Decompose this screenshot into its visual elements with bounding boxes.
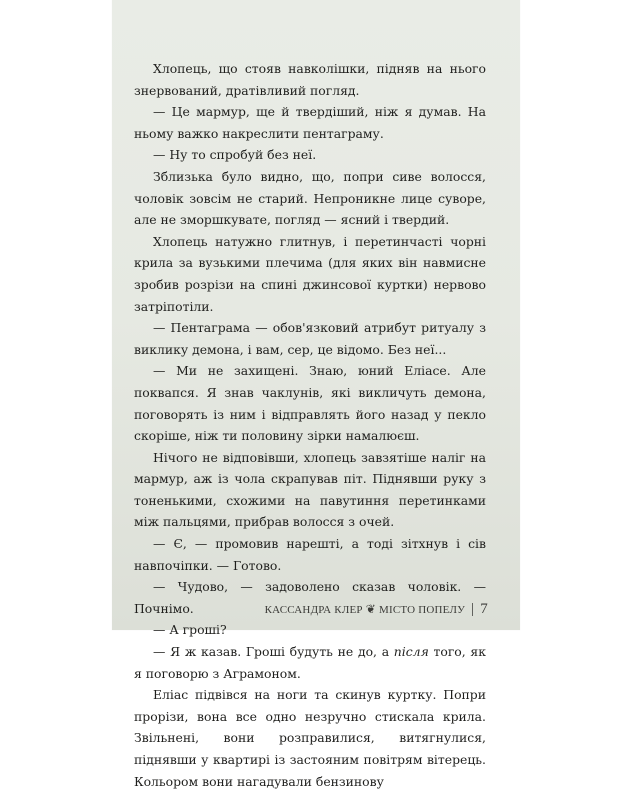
page-body-text [134, 58, 486, 792]
paragraph: Хлопець, що стояв навколішки, підняв на нього знервований, дратівливий погляд. [134, 61, 486, 98]
paragraph: — Ну то спробуй без неї. [153, 147, 317, 163]
running-footer [265, 601, 488, 618]
paragraph: — Це мармур, ще й твердіший, ніж я думав. На ньому важко накреслити пентаграму. [134, 104, 486, 141]
fleuron-icon: ❦ [365, 602, 376, 616]
footer-book-title: МІСТО ПОПЕЛУ [378, 603, 466, 616]
paragraph: Нічого не відповівши, хлопець завзятіше наліг на мармур, аж із чола скрапував піт. Піднявши руку з тоненькими, схожими на павутиння перетинками між пальцями, прибрав волосся з очей. [134, 449, 486, 530]
paragraph: — Пентаграма — обов'язковий атрибут ритуалу з виклику демона, і вам, сер, це відомо. Без неї... [134, 320, 486, 357]
italic-word: після [393, 644, 429, 660]
page-number: 7 [480, 601, 488, 617]
paragraph: Хлопець натужно глитнув, і перетинчасті чорні крила за вузькими плечима (для яких він навмисне зробив розрізи на спині джинсової куртки) нервово затріпотіли. [134, 233, 486, 314]
footer-separator: | [471, 601, 475, 617]
paragraph: — Ми не захищені. Знаю, юний Еліасе. Але поквапся. Я знав чаклунів, які викличуть демона, поговорять із ним і відправлять його назад у пекло скоріше, ніж ти половину зірки намалюєш. [134, 363, 486, 444]
book-page [112, 0, 520, 789]
footer-author: КАССАНДРА КЛЕР [264, 603, 363, 616]
paragraph: Зблизька було видно, що, попри сиве волосся, чоловік зовсім не старий. Непроникне лице суворе, але не зморшкувате, погляд — ясний і твердий. [134, 168, 486, 228]
paragraph-with-italic: — Я ж казав. Гроші будуть не до, а після того, як я поговорю з Аграмоном. [134, 644, 486, 681]
paragraph: — Чудово, — задоволено сказав чоловік. — Почнімо. [134, 579, 486, 616]
paragraph: — Є, — промовив нарешті, а тоді зітхнув і сів навпочіпки. — Готово. [134, 536, 486, 573]
paragraph: — А гроші? [153, 622, 227, 638]
paragraph: Еліас підвівся на ноги та скинув куртку. Попри прорізи, вона все одно незручно стискала крила. Звільнені, вони розправилися, витягнулися, піднявши у квартирі із застояним повітрям вітерець. Кольором вони нагадували бензинову [134, 687, 486, 789]
